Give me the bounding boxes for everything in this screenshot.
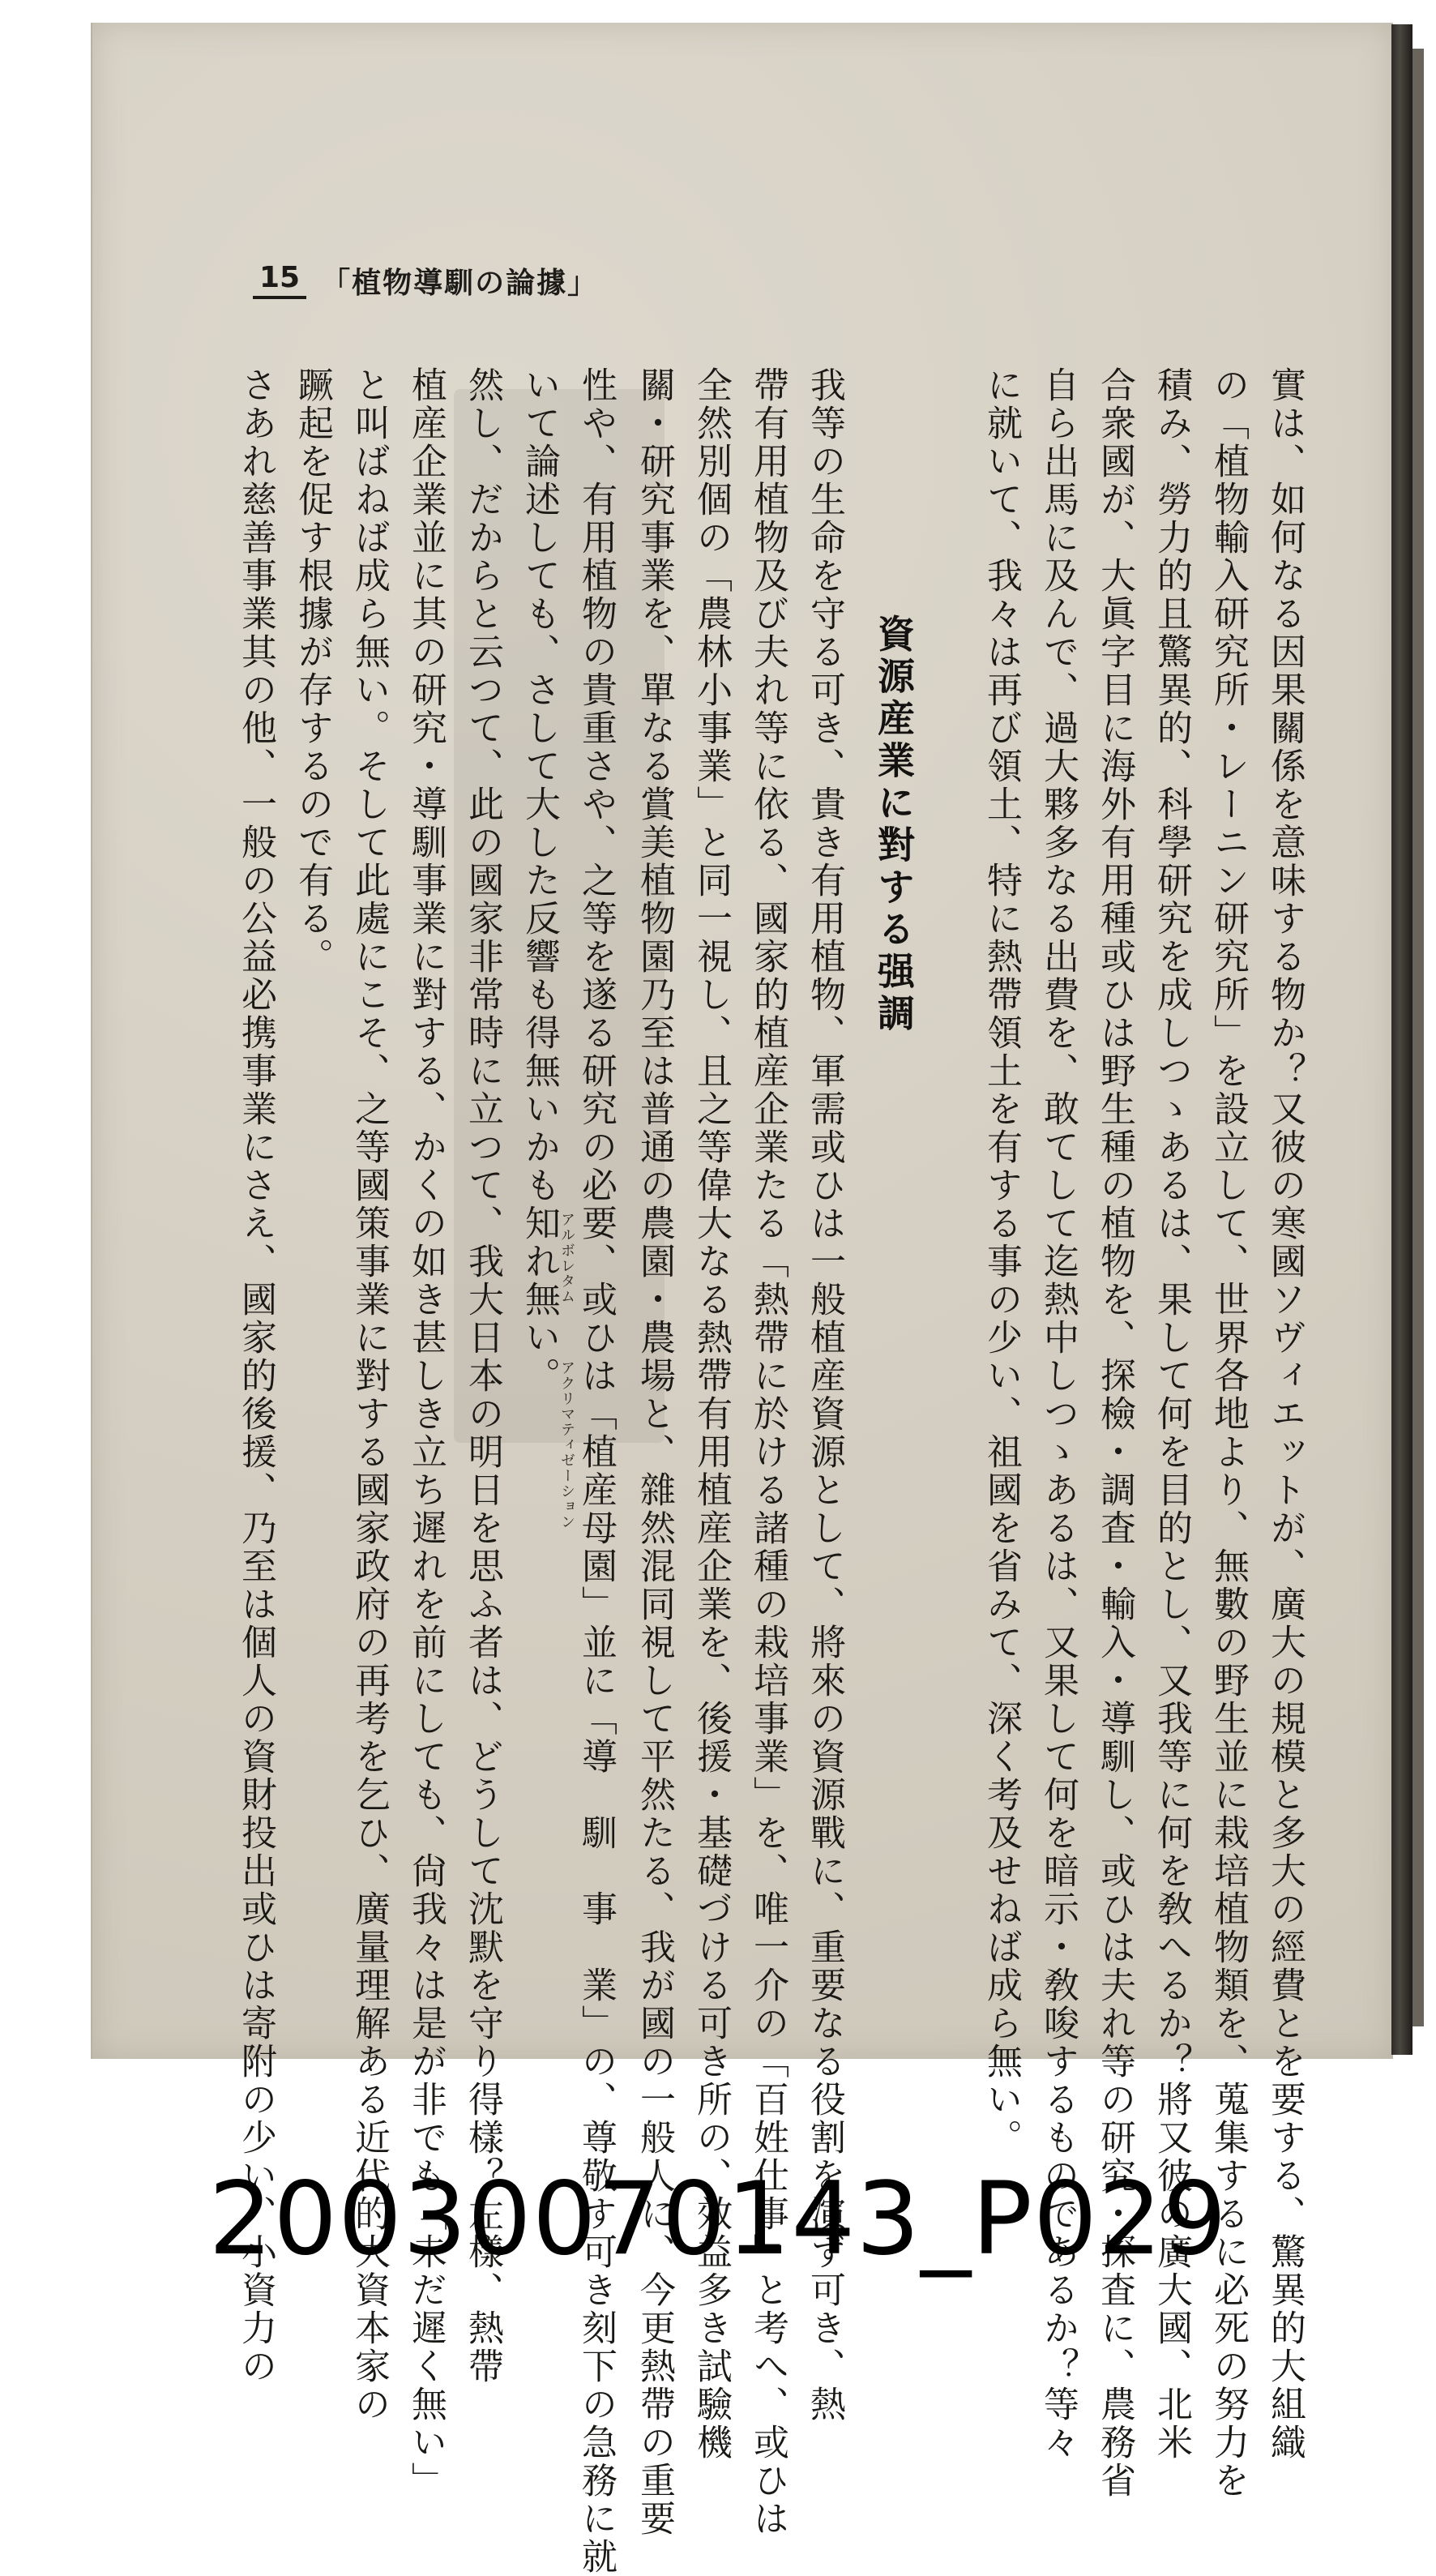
text-column-6: に就いて、我々は再び領土、特に熱帶領土を有する事の少い、祖國を省みて、深く考及せねば成ら無い。 [981,366,1022,2157]
text-column-11: 性や、有用植物の貴重さや、之等を遂る研究の必要、或ひは「植産母園」並に「導 馴 事 業」の、尊敬す可き刻下の急務に就 [575,366,617,2576]
text-column-2: の「植物輸入研究所・レーニン研究所」を設立して、世界各地より、無數の野生並に栽培植物類を、蒐集するに必死の努力を [1207,366,1249,2500]
ruby-arboretum: アルボレタム [558,1212,575,1304]
book-spine [1391,24,1412,2055]
text-column-7: 我等の生命を守る可き、貴き有用植物、軍需或ひは一般植産資源として、將來の資源戰に、重要なる役割を演ず可き、熱 [804,366,845,2424]
ruby-acclimatization: アクリマティゼーション [558,1360,575,1530]
page-number: 15 [253,262,306,299]
text-column-13: 然し、だからと云つて、此の國家非常時に立つて、我大日本の明日を思ふ者は、どうして沈默を守り得樣？左樣、熱帶 [462,366,503,2386]
image-id-caption: 20030070143_P029 [208,2161,1228,2278]
text-column-1: 實は、如何なる因果關係を意味する物か？又彼の寒國ソヴィエットが、廣大の規模と多大の經費とを要する、驚異的大組織 [1264,366,1306,2462]
section-heading: 資源産業に對する强調 [872,614,916,1036]
text-column-16: 蹶起を促す根據が存するので有る。 [292,366,333,976]
text-column-12: いて論述しても、さして大した反響も得無いかも知れ無い。 [519,366,560,1395]
text-column-14: 植産企業並に其の研究・導馴事業に對する、かくの如き甚しき立ち遲れを前にしても、尙我々は是が非でも「未だ遲く無い」 [405,366,447,2500]
text-column-17: さあれ慈善事業其の他、一般の公益必携事業にさえ、國家的後援、乃至は個人の資財投出或ひは寄附の少い、小資力の [235,366,276,2386]
running-header [253,256,598,305]
running-title: 「植物導馴の論據」 [321,266,599,300]
text-column-9: 全然別個の「農林小事業」と同一視し、且之等偉大なる熱帶有用植産企業を、後援・基礎づける可き所の、效益多き試驗機 [690,366,732,2462]
text-column-3: 積み、勞力的且驚異的、科學研究を成しつゝあるは、果して何を目的とし、又我等に何を敎へるか？將又彼の廣大國、北米 [1151,366,1192,2462]
facing-page-edge [1412,49,1424,2026]
text-column-5: 自ら出馬に及んで、過大夥多なる出費を、敢てして迄熱中しつゝあるは、又果して何を暗示・敎唆するものであるか？等々 [1037,366,1079,2462]
text-column-4: 合衆國が、大眞字目に海外有用種或ひは野生種の植物を、探檢・調査・輸入・導馴し、或ひは夫れ等の研究・探査に、農務省 [1094,366,1135,2500]
text-column-15: と叫ばねば成ら無い。そして此處にこそ、之等國策事業に對する國家政府の再考を乞ひ、廣量理解ある近代的大資本家の [348,366,390,2424]
text-column-10: 關・研究事業を、單なる賞美植物園乃至は普通の農園・農場と、雜然混同視して平然たる、我が國の一般人に、今更熱帶の重要 [634,366,675,2538]
text-column-8: 帶有用植物及び夫れ等に依る、國家的植産企業たる「熱帶に於ける諸種の栽培事業」を、唯一介の「百姓仕事」と考へ、或ひは [747,366,789,2538]
